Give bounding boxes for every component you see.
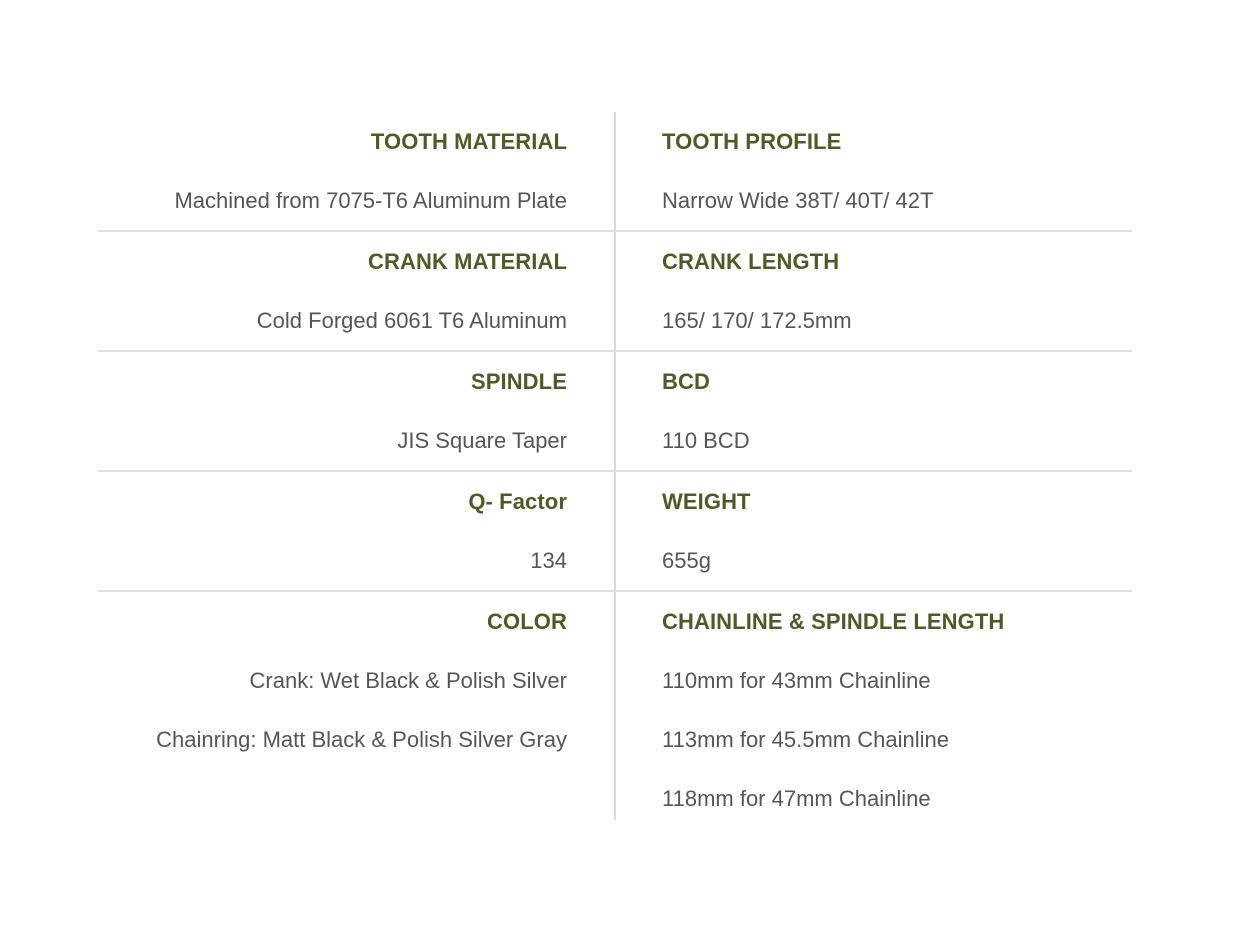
spec-cell-q-factor: [98, 472, 567, 590]
spec-row-qfactor: [98, 472, 1132, 592]
spec-label: SPINDLE: [470, 369, 567, 394]
spec-label: TOOTH PROFILE: [662, 129, 842, 154]
spec-label: Q- Factor: [468, 489, 567, 514]
spec-label: CRANK LENGTH: [662, 249, 840, 274]
spec-value: JIS Square Taper: [397, 428, 567, 453]
spec-value: 655g: [662, 548, 711, 573]
spec-value: Cold Forged 6061 T6 Aluminum: [256, 308, 567, 333]
spec-value: Crank: Wet Black & Polish Silver: [249, 668, 567, 693]
spec-row-crank: [98, 232, 1132, 352]
spec-label: COLOR: [487, 609, 567, 634]
spec-cell-bcd: [662, 352, 1132, 470]
spec-table: [98, 112, 1132, 828]
spec-value: 110 BCD: [662, 428, 750, 453]
spec-value: Machined from 7075-T6 Aluminum Plate: [174, 188, 567, 213]
spec-cell-spindle: [98, 352, 567, 470]
spec-row-spindle: [98, 352, 1132, 472]
spec-label: CRANK MATERIAL: [368, 249, 567, 274]
spec-label: CHAINLINE & SPINDLE LENGTH: [662, 609, 1005, 634]
spec-label: WEIGHT: [662, 489, 751, 514]
spec-value: 118mm for 47mm Chainline: [662, 786, 931, 811]
spec-cell-tooth-profile: [662, 112, 1132, 230]
spec-value: 134: [530, 548, 567, 573]
spec-row-tooth: [98, 112, 1132, 232]
spec-cell-chainline: [662, 592, 1132, 828]
spec-label: BCD: [662, 369, 710, 394]
spec-cell-weight: [662, 472, 1132, 590]
spec-value: 165/ 170/ 172.5mm: [662, 308, 852, 333]
spec-value: 113mm for 45.5mm Chainline: [662, 727, 949, 752]
spec-cell-crank-length: [662, 232, 1132, 350]
spec-cell-color: [98, 592, 567, 828]
spec-cell-tooth-material: [98, 112, 567, 230]
spec-row-color: [98, 592, 1132, 828]
spec-cell-crank-material: [98, 232, 567, 350]
spec-value: Chainring: Matt Black & Polish Silver Gray: [156, 727, 567, 752]
spec-value: Narrow Wide 38T/ 40T/ 42T: [662, 188, 934, 213]
spec-value: 110mm for 43mm Chainline: [662, 668, 931, 693]
spec-label: TOOTH MATERIAL: [370, 129, 567, 154]
